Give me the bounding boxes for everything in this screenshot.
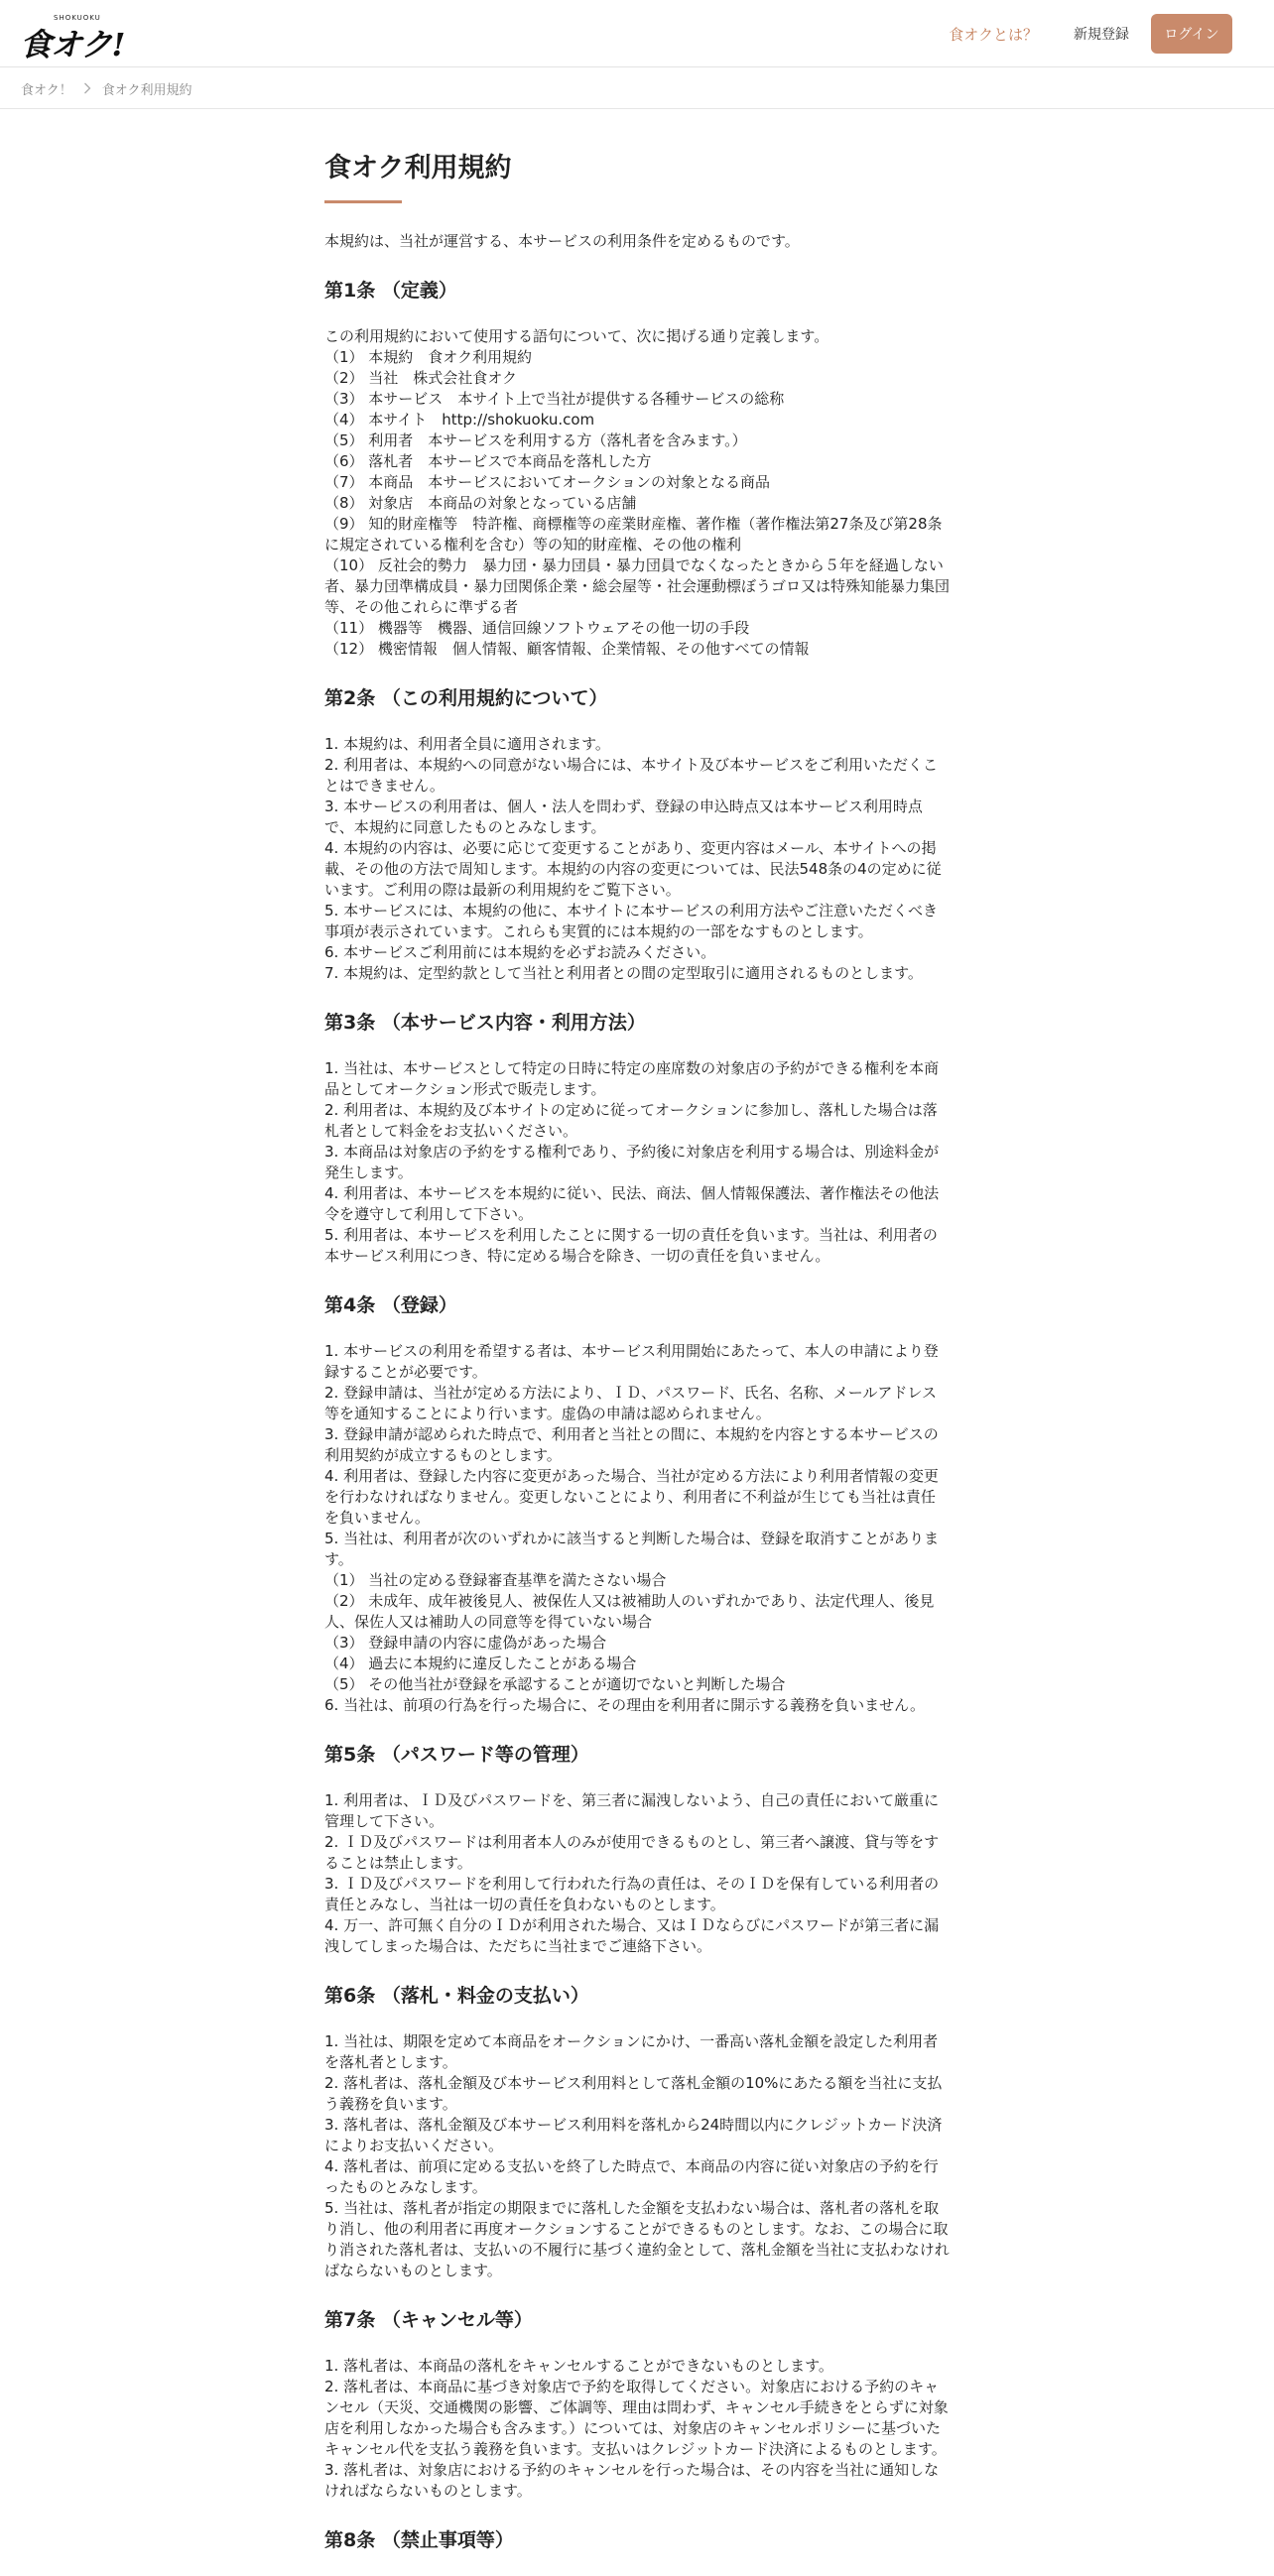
article-line: （9） 知的財産権等 特許権、商標権等の産業財産権、著作権（著作権法第27条及び第28条に規定されている権利を含む）等の知的財産権、その他の権利 xyxy=(324,515,943,553)
article-body xyxy=(324,1058,950,1267)
article-line: 4. 落札者は、前項に定める支払いを終了した時点で、本商品の内容に従い対象店の予約を行ったものとみなします。 xyxy=(324,2157,939,2196)
login-button[interactable]: ログイン xyxy=(1151,14,1232,54)
article-line: 2. ＩＤ及びパスワードは利用者本人のみが使用できるものとし、第三者へ譲渡、貸与等をすることは禁止します。 xyxy=(324,1833,940,1872)
article-line: 2. 利用者は、本規約及び本サイトの定めに従ってオークションに参加し、落札した場合は落札者として料金をお支払いください。 xyxy=(324,1101,938,1140)
article-line: 3. 登録申請が認められた時点で、利用者と当社との間に、本規約を内容とする本サービスの利用契約が成立するものとします。 xyxy=(324,1425,939,1464)
article-line: （6） 落札者 本サービスで本商品を落札した方 xyxy=(324,452,652,470)
article-line: 3. 本商品は対象店の予約をする権利であり、予約後に対象店を利用する場合は、別途料金が発生します。 xyxy=(324,1143,940,1181)
article-line: 5. 利用者は、本サービスを利用したことに関する一切の責任を負います。当社は、利用者の本サービス利用につき、特に定める場合を除き、一切の責任を負いません。 xyxy=(324,1226,938,1265)
article-body xyxy=(324,326,950,660)
article-line: （8） 対象店 本商品の対象となっている店舗 xyxy=(324,494,637,512)
article-line: 5. 本サービスには、本規約の他に、本サイトに本サービスの利用方法やご注意いただくべき事項が表示されています。これらも実質的には本規約の一部をなすものとします。 xyxy=(324,902,939,940)
logo-tagline: SHOKUOKU xyxy=(54,14,101,22)
article-line: 4. 利用者は、登録した内容に変更があった場合、当社が定める方法により利用者情報の変更を行わなければなりません。変更しないことにより、利用者に不利益が生じても当社は責任を負いません。 xyxy=(324,1467,939,1527)
breadcrumb-current: 食オク利用規約 xyxy=(101,82,192,98)
article-line: 6. 当社は、前項の行為を行った場合に、その理由を利用者に開示する義務を負いません。 xyxy=(324,1696,925,1714)
article-line: 5. 当社は、落札者が指定の期限までに落札した金額を支払わない場合は、落札者の落札を取り消し、他の利用者に再度オークションすることができるものとします。なお、この場合に取り消された落札者は、支払いの不履行に基づく違約金として、落札金額を当社に支払わなければならないものとします。 xyxy=(324,2199,950,2279)
article-line: （11） 機器等 機器、通信回線ソフトウェアその他一切の手段 xyxy=(324,619,750,637)
article-line: 4. 利用者は、本サービスを本規約に従い、民法、商法、個人情報保護法、著作権法その他法令を遵守して利用して下さい。 xyxy=(324,1184,940,1223)
article-line: 7. 本規約は、定型約款として当社と利用者との間の定型取引に適用されるものとします。 xyxy=(324,964,923,982)
article-line: （4） 本サイト http://shokuoku.com xyxy=(324,411,595,429)
article-line: 2. 登録申請は、当社が定める方法により、ＩＤ、パスワード、氏名、名称、メールアドレス等を通知することにより行います。虚偽の申請は認められません。 xyxy=(324,1384,937,1422)
article-line: 4. 万一、許可無く自分のＩＤが利用された場合、又はＩＤならびにパスワードが第三者に漏洩してしまった場合は、ただちに当社までご連絡下さい。 xyxy=(324,1916,940,1955)
article-title: 第5条 （パスワード等の管理） xyxy=(324,1744,589,1766)
article-line: 2. 利用者は、本規約への同意がない場合には、本サイト及び本サービスをご利用いただくことはできません。 xyxy=(324,756,939,795)
article-line: （7） 本商品 本サービスにおいてオークションの対象となる商品 xyxy=(324,473,771,491)
article-line: 3. 落札者は、落札金額及び本サービス利用料を落札から24時間以内にクレジットカード決済によりお支払いください。 xyxy=(324,2116,943,2154)
article-title: 第3条 （本サービス内容・利用方法） xyxy=(324,1012,646,1034)
article-line: 1. 本サービスの利用を希望する者は、本サービス利用開始にあたって、本人の申請により登録することが必要です。 xyxy=(324,1342,939,1381)
article-line: （5） その他当社が登録を承認することが適切でないと判断した場合 xyxy=(324,1675,786,1693)
article-line: 3. 本サービスの利用者は、個人・法人を問わず、登録の申込時点又は本サービス利用時点で、本規約に同意したものとみなします。 xyxy=(324,797,923,836)
article-line: 1. 当社は、期限を定めて本商品をオークションにかけ、一番高い落札金額を設定した利用者を落札者とします。 xyxy=(324,2032,939,2071)
article-line: 5. 当社は、利用者が次のいずれかに該当すると判断した場合は、登録を取消すことがあります。 xyxy=(324,1530,940,1568)
header-nav xyxy=(949,14,1232,54)
article-title: 第8条 （禁止事項等） xyxy=(324,2529,514,2551)
article-line: （1） 本規約 食オク利用規約 xyxy=(324,348,533,366)
article-line: （4） 過去に本規約に違反したことがある場合 xyxy=(324,1655,637,1672)
article-line: 6. 本サービスご利用前には本規約を必ずお読みください。 xyxy=(324,943,716,961)
breadcrumb xyxy=(0,68,1274,109)
chevron-right-icon xyxy=(81,82,93,94)
logo-text: 食オク! xyxy=(20,26,125,63)
site-logo[interactable] xyxy=(20,10,129,63)
terms-content xyxy=(324,149,950,2576)
article-line: 4. 本規約の内容は、必要に応じて変更することがあり、変更内容はメール、本サイトへの掲載、その他の方法で周知します。本規約の内容の変更については、民法548条の4の定めに従います。ご利用の際は最新の利用規約をご覧下さい。 xyxy=(324,839,942,899)
article-line: 1. 利用者は、ＩＤ及びパスワードを、第三者に漏洩しないよう、自己の責任において厳重に管理して下さい。 xyxy=(324,1791,940,1830)
article-line: 1. 本規約は、利用者全員に適用されます。 xyxy=(324,735,610,753)
page-title: 食オク利用規約 xyxy=(324,153,512,184)
article-line: この利用規約において使用する語句について、次に掲げる通り定義します。 xyxy=(324,327,829,345)
article-line: （10） 反社会的勢力 暴力団・暴力団員・暴力団員でなくなったときから５年を経過しない者、暴力団準構成員・暴力団関係企業・総会屋等・社会運動標ぼうゴロ又は特殊知能暴力集団等、その他これらに準ずる者 xyxy=(324,556,951,616)
article-title: 第1条 （定義） xyxy=(324,280,457,302)
terms-intro: 本規約は、当社が運営する、本サービスの利用条件を定めるものです。 xyxy=(324,232,800,250)
article-line: 3. ＩＤ及びパスワードを利用して行われた行為の責任は、そのＩＤを保有している利用者の責任とみなし、当社は一切の責任を負わないものとします。 xyxy=(324,1875,940,1913)
article-body xyxy=(324,2031,950,2281)
article-body xyxy=(324,1341,950,1716)
article-body xyxy=(324,2356,950,2502)
article-line: （5） 利用者 本サービスを利用する方（落札者を含みます。） xyxy=(324,431,747,449)
article-title: 第2条 （この利用規約について） xyxy=(324,687,608,709)
terms-articles xyxy=(324,277,950,2554)
article-line: 1. 当社は、本サービスとして特定の日時に特定の座席数の対象店の予約ができる権利を本商品としてオークション形式で販売します。 xyxy=(324,1059,940,1098)
breadcrumb-home-link[interactable]: 食オク！ xyxy=(21,82,72,98)
article-line: 1. 落札者は、本商品の落札をキャンセルすることができないものとします。 xyxy=(324,2357,833,2375)
nav-register-link[interactable]: 新規登録 xyxy=(1074,27,1129,43)
article-body xyxy=(324,1790,950,1957)
site-header xyxy=(0,0,1274,67)
article-title: 第6条 （落札・料金の支払い） xyxy=(324,1985,589,2007)
article-line: （1） 当社の定める登録審査基準を満たさない場合 xyxy=(324,1571,667,1589)
article-body xyxy=(324,734,950,984)
article-line: （3） 本サービス 本サイト上で当社が提供する各種サービスの総称 xyxy=(324,390,785,408)
article-line: 3. 落札者は、対象店における予約のキャンセルを行った場合は、その内容を当社に通知しなければならないものとします。 xyxy=(324,2461,940,2500)
article-line: 2. 落札者は、本商品に基づき対象店で予約を取得してください。対象店における予約のキャンセル（天災、交通機関の影響、ご体調等、理由は問わず、キャンセル手続きをとらずに対象店を利用しなかった場合も含みます。）については、対象店のキャンセルポリシーに基づいたキャンセル代を支払う義務を負います。支払いはクレジットカード決済によるものとします。 xyxy=(324,2378,949,2458)
article-line: （3） 登録申請の内容に虚偽があった場合 xyxy=(324,1634,607,1652)
article-title: 第7条 （キャンセル等） xyxy=(324,2309,533,2331)
article-line: （12） 機密情報 個人情報、顧客情報、企業情報、その他すべての情報 xyxy=(324,640,810,658)
article-line: （2） 当社 株式会社食オク xyxy=(324,369,518,387)
article-line: 2. 落札者は、落札金額及び本サービス利用料として落札金額の10%にあたる額を当社に支払う義務を負います。 xyxy=(324,2074,943,2113)
article-title: 第4条 （登録） xyxy=(324,1294,457,1316)
nav-about-link[interactable]: 食オクとは？ xyxy=(949,25,1038,44)
article-line: （2） 未成年、成年被後見人、被保佐人又は被補助人のいずれかであり、法定代理人、後見人、保佐人又は補助人の同意等を得ていない場合 xyxy=(324,1592,935,1631)
title-underline xyxy=(324,200,402,203)
